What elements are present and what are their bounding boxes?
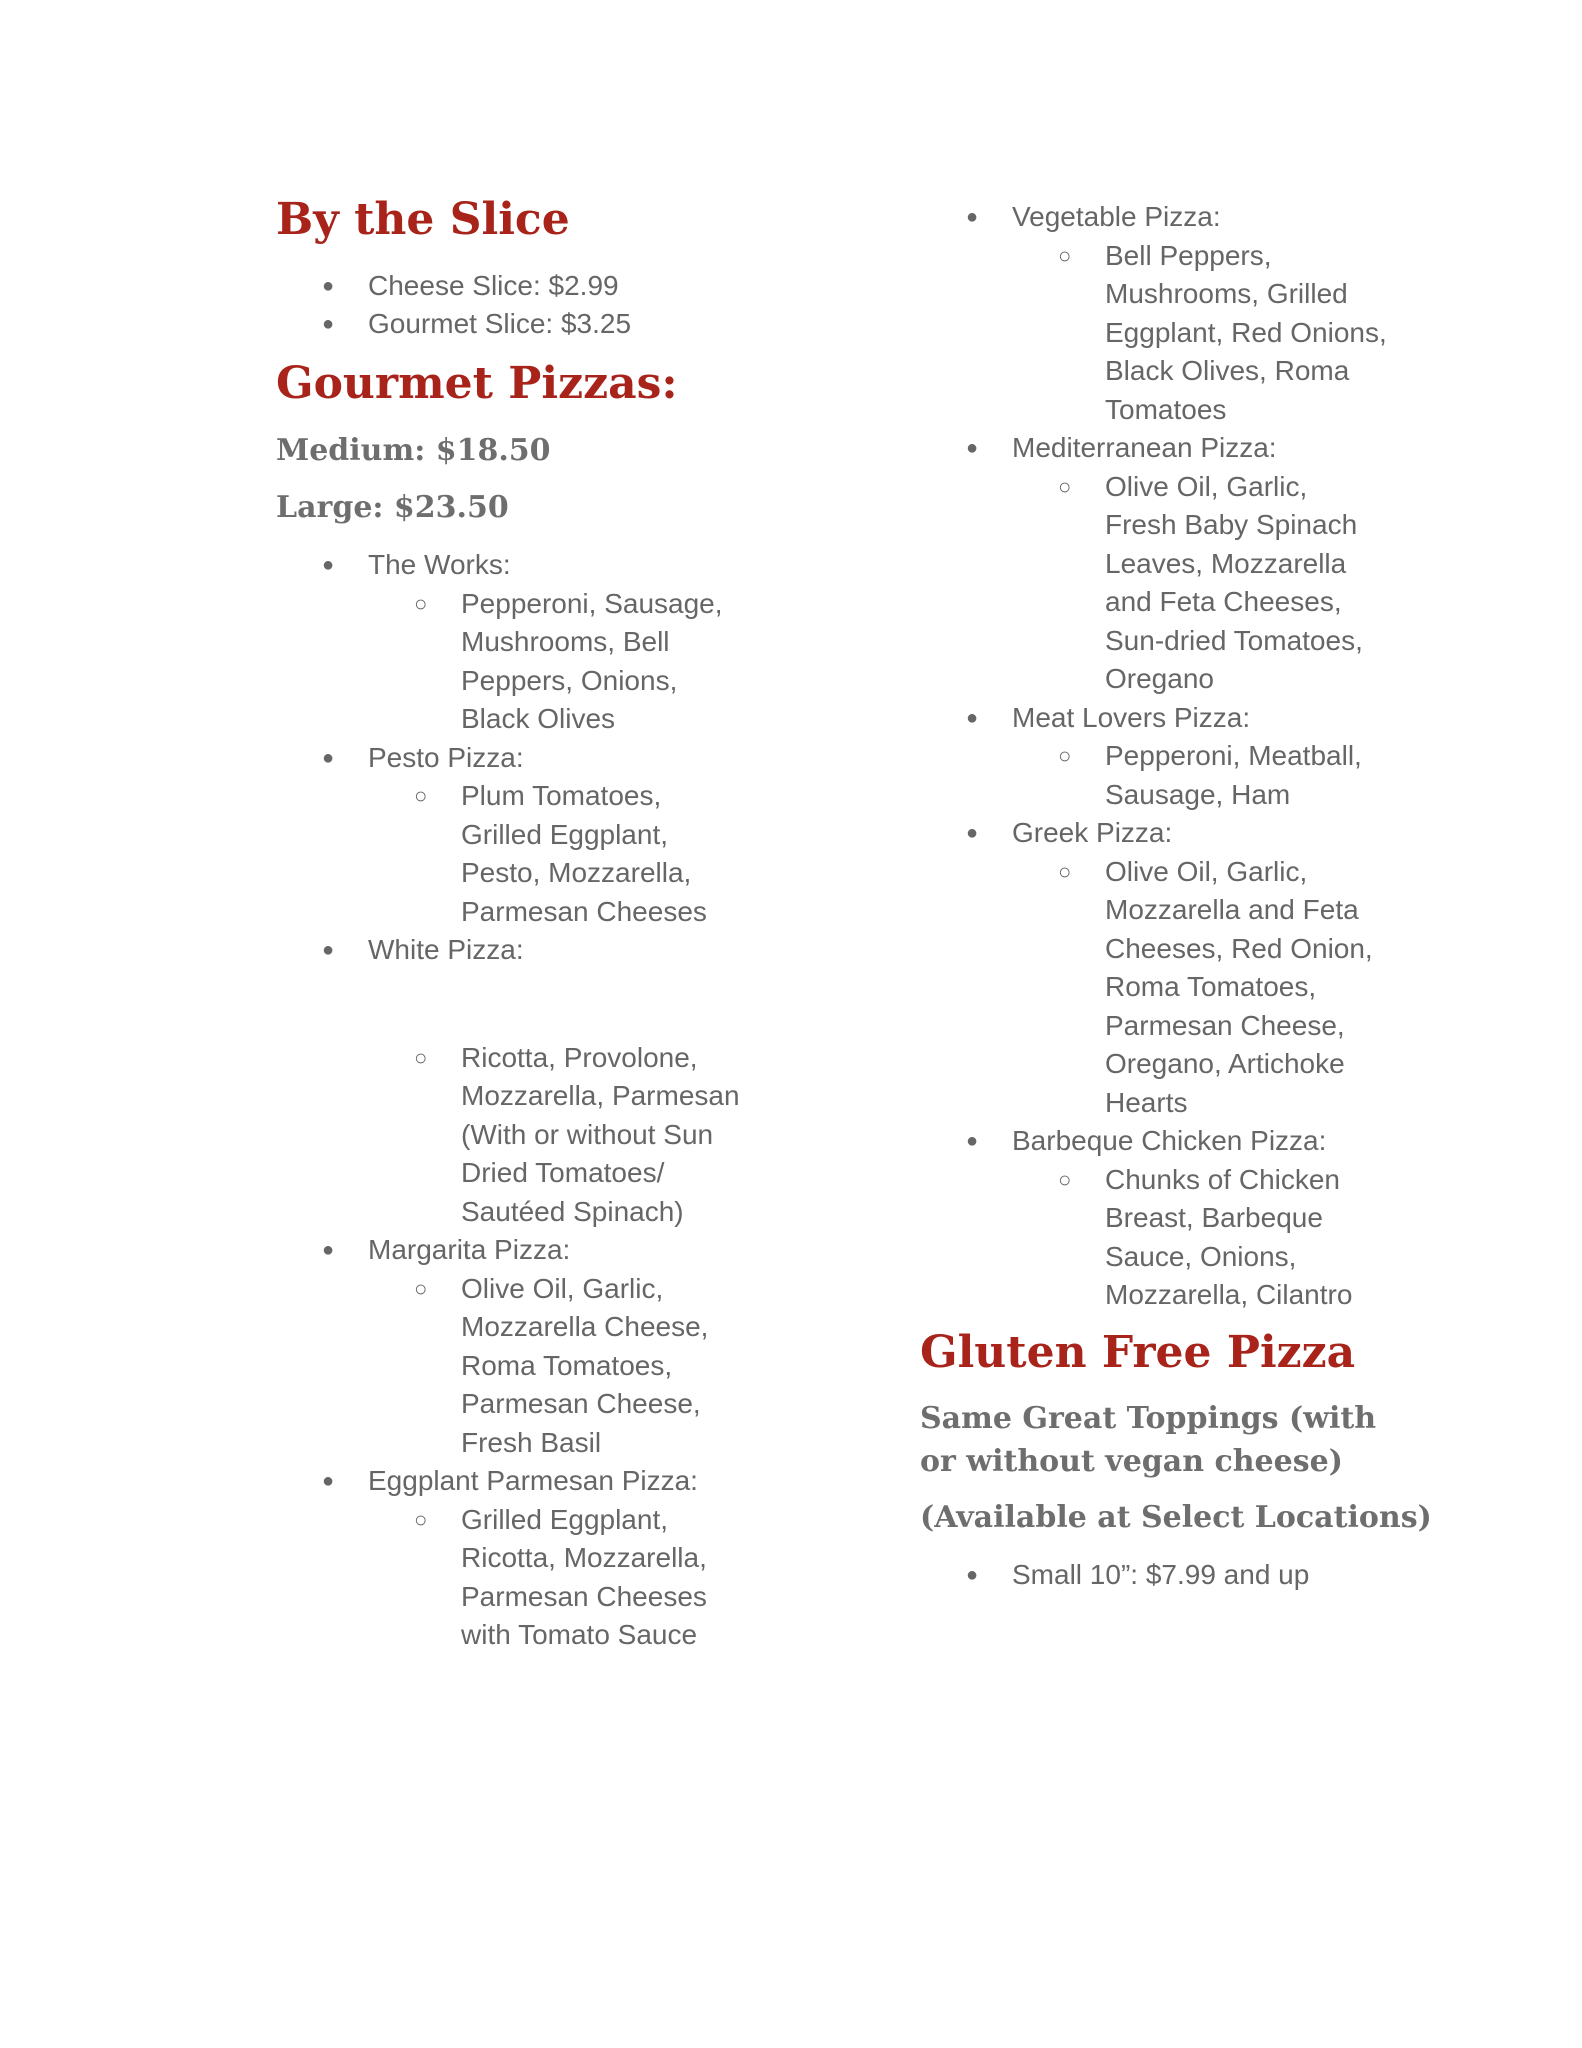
- bullet-icon: ●: [966, 1130, 979, 1152]
- topping-line: Plum Tomatoes,: [461, 780, 662, 811]
- topping-line: Mozzarella, Cilantro: [1105, 1279, 1353, 1310]
- topping-line: Breast, Barbeque: [1105, 1202, 1323, 1233]
- topping-line: Roma Tomatoes,: [461, 1350, 673, 1381]
- topping-line: Mozzarella Cheese,: [461, 1311, 709, 1342]
- medium-price: Medium: $18.50: [276, 433, 551, 468]
- sub-bullet-icon: ○: [1058, 859, 1072, 884]
- topping-line: Pepperoni, Meatball,: [1105, 740, 1362, 771]
- topping-line: Eggplant, Red Onions,: [1105, 317, 1387, 348]
- topping-line: with Tomato Sauce: [461, 1619, 698, 1650]
- topping-line: Fresh Basil: [461, 1427, 602, 1458]
- sub-bullet-icon: ○: [1058, 1167, 1072, 1192]
- bullet-icon: ●: [966, 437, 979, 459]
- topping-line: Sauce, Onions,: [1105, 1241, 1297, 1272]
- bullet-icon: ●: [966, 206, 979, 228]
- bullet-icon: ●: [966, 822, 979, 844]
- bullet-icon: ●: [322, 554, 335, 576]
- pizza-name-mediterranean: Mediterranean Pizza:: [1012, 432, 1277, 463]
- topping-line: Sautéed Spinach): [461, 1196, 684, 1227]
- sub-bullet-icon: ○: [414, 1507, 428, 1532]
- topping-line: Peppers, Onions,: [461, 665, 678, 696]
- pizza-name-margarita: Margarita Pizza:: [368, 1234, 571, 1265]
- topping-line: Oregano: [1105, 663, 1214, 694]
- pizza-name-greek: Greek Pizza:: [1012, 817, 1173, 848]
- topping-line: Leaves, Mozzarella: [1105, 548, 1347, 579]
- pizza-name-barbeque-chicken: Barbeque Chicken Pizza:: [1012, 1125, 1327, 1156]
- topping-line: Parmesan Cheese,: [461, 1388, 701, 1419]
- topping-line: Fresh Baby Spinach: [1105, 509, 1358, 540]
- topping-line: Grilled Eggplant,: [461, 1504, 669, 1535]
- topping-line: Black Olives, Roma: [1105, 355, 1350, 386]
- pizza-name-meat-lovers: Meat Lovers Pizza:: [1012, 702, 1251, 733]
- topping-line: Tomatoes: [1105, 394, 1227, 425]
- bullet-icon: ●: [322, 275, 335, 297]
- sub-bullet-icon: ○: [1058, 243, 1072, 268]
- topping-line: Parmesan Cheeses: [461, 1581, 707, 1612]
- topping-line: Ricotta, Mozzarella,: [461, 1542, 707, 1573]
- gluten-free-subtitle: Same Great Toppings (with or without vegan cheese): [920, 1401, 1377, 1479]
- pizza-name-eggplant-parmesan: Eggplant Parmesan Pizza:: [368, 1465, 698, 1496]
- sub-bullet-icon: ○: [414, 591, 428, 616]
- bullet-icon: ●: [966, 707, 979, 729]
- topping-line: Pepperoni, Sausage,: [461, 588, 723, 619]
- topping-line: Olive Oil, Garlic,: [1105, 471, 1308, 502]
- topping-line: Dried Tomatoes/: [461, 1157, 665, 1188]
- topping-line: Pesto, Mozzarella,: [461, 857, 692, 888]
- gluten-free-heading: Gluten Free Pizza: [920, 1327, 1356, 1378]
- pizza-name-vegetable: Vegetable Pizza:: [1012, 201, 1221, 232]
- topping-line: Mozzarella and Feta: [1105, 894, 1359, 925]
- bullet-icon: ●: [322, 1239, 335, 1261]
- bullet-icon: ●: [966, 1564, 979, 1586]
- gluten-free-item-small: Small 10”: $7.99 and up: [1012, 1559, 1310, 1590]
- topping-line: Mushrooms, Bell: [461, 626, 670, 657]
- slice-item-gourmet: Gourmet Slice: $3.25: [368, 308, 632, 339]
- by-the-slice-heading: By the Slice: [276, 194, 570, 245]
- pizza-name-pesto: Pesto Pizza:: [368, 742, 524, 773]
- topping-line: Parmesan Cheeses: [461, 896, 707, 927]
- topping-line: Black Olives: [461, 703, 616, 734]
- topping-line: Roma Tomatoes,: [1105, 971, 1317, 1002]
- topping-line: (With or without Sun: [461, 1119, 714, 1150]
- large-price: Large: $23.50: [276, 490, 509, 525]
- gluten-free-availability: (Available at Select Locations): [920, 1500, 1432, 1535]
- sub-bullet-icon: ○: [414, 1045, 428, 1070]
- topping-line: Oregano, Artichoke: [1105, 1048, 1345, 1079]
- sub-bullet-icon: ○: [414, 783, 428, 808]
- topping-line: Ricotta, Provolone,: [461, 1042, 698, 1073]
- gourmet-pizzas-heading: Gourmet Pizzas:: [276, 358, 678, 409]
- sub-bullet-icon: ○: [414, 1276, 428, 1301]
- topping-line: Mushrooms, Grilled: [1105, 278, 1348, 309]
- pizza-name-the-works: The Works:: [368, 549, 511, 580]
- topping-line: Hearts: [1105, 1087, 1188, 1118]
- bullet-icon: ●: [322, 1470, 335, 1492]
- topping-line: Olive Oil, Garlic,: [461, 1273, 664, 1304]
- topping-line: Bell Peppers,: [1105, 240, 1272, 271]
- topping-line: Parmesan Cheese,: [1105, 1010, 1345, 1041]
- slice-item-cheese: Cheese Slice: $2.99: [368, 270, 619, 301]
- topping-line: and Feta Cheeses,: [1105, 586, 1342, 617]
- topping-line: Sausage, Ham: [1105, 779, 1291, 810]
- topping-line: Grilled Eggplant,: [461, 819, 669, 850]
- sub-bullet-icon: ○: [1058, 743, 1072, 768]
- sub-bullet-icon: ○: [1058, 474, 1072, 499]
- topping-line: Olive Oil, Garlic,: [1105, 856, 1308, 887]
- pizza-name-white: White Pizza:: [368, 934, 524, 965]
- bullet-icon: ●: [322, 939, 335, 961]
- topping-line: Chunks of Chicken: [1105, 1164, 1341, 1195]
- bullet-icon: ●: [322, 313, 335, 335]
- bullet-icon: ●: [322, 747, 335, 769]
- topping-line: Mozzarella, Parmesan: [461, 1080, 740, 1111]
- topping-line: Sun-dried Tomatoes,: [1105, 625, 1363, 656]
- topping-line: Cheeses, Red Onion,: [1105, 933, 1373, 964]
